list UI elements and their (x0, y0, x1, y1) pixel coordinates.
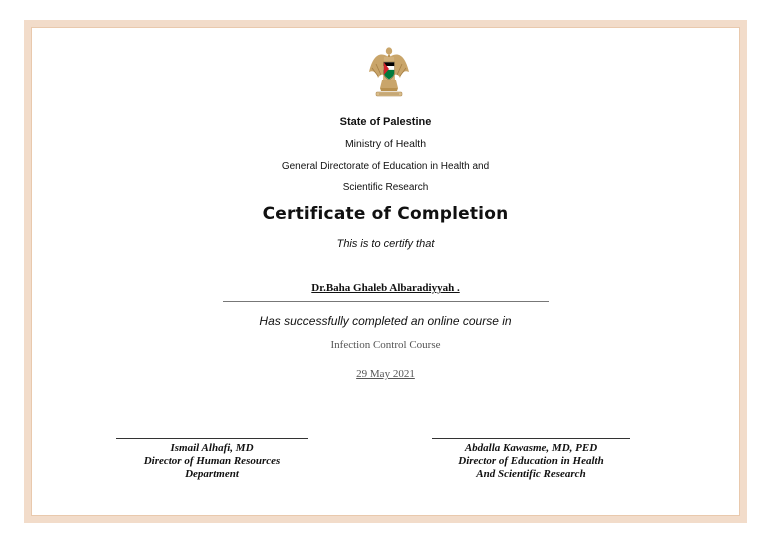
signature-block-right (430, 438, 632, 481)
certificate-title: Certificate of Completion (262, 204, 509, 224)
course-name: Infection Control Course (330, 339, 441, 351)
signatory-title-line-1: Director of Education in Health (458, 455, 604, 467)
signatory-title-line-2: And Scientific Research (476, 468, 586, 480)
ministry-name: Ministry of Health (344, 138, 427, 150)
directorate-line-2: Scientific Research (342, 182, 429, 193)
signature-line (432, 438, 630, 439)
completion-date: 29 May 2021 (356, 368, 415, 380)
completion-statement: Has successfully completed an online course in (259, 314, 512, 328)
directorate-line-1: General Directorate of Education in Health and (281, 161, 490, 172)
signatory-title-line-2: Department (185, 468, 239, 480)
certificate-inner (31, 27, 740, 516)
palestine-eagle-emblem-icon (367, 42, 411, 100)
recipient-name: Dr.Baha Ghaleb Albaradiyyah . (311, 282, 460, 294)
certificate-frame (24, 20, 747, 523)
signatory-name: Ismail Alhafi, MD (170, 442, 254, 454)
signatory-title-line-1: Director of Human Resources (143, 455, 281, 467)
recipient-underline (223, 301, 549, 302)
signature-line (116, 438, 308, 439)
signatory-name: Abdalla Kawasme, MD, PED (464, 442, 598, 454)
certify-text: This is to certify that (336, 238, 435, 250)
state-name: State of Palestine (339, 116, 432, 128)
signature-block-left (112, 438, 312, 481)
